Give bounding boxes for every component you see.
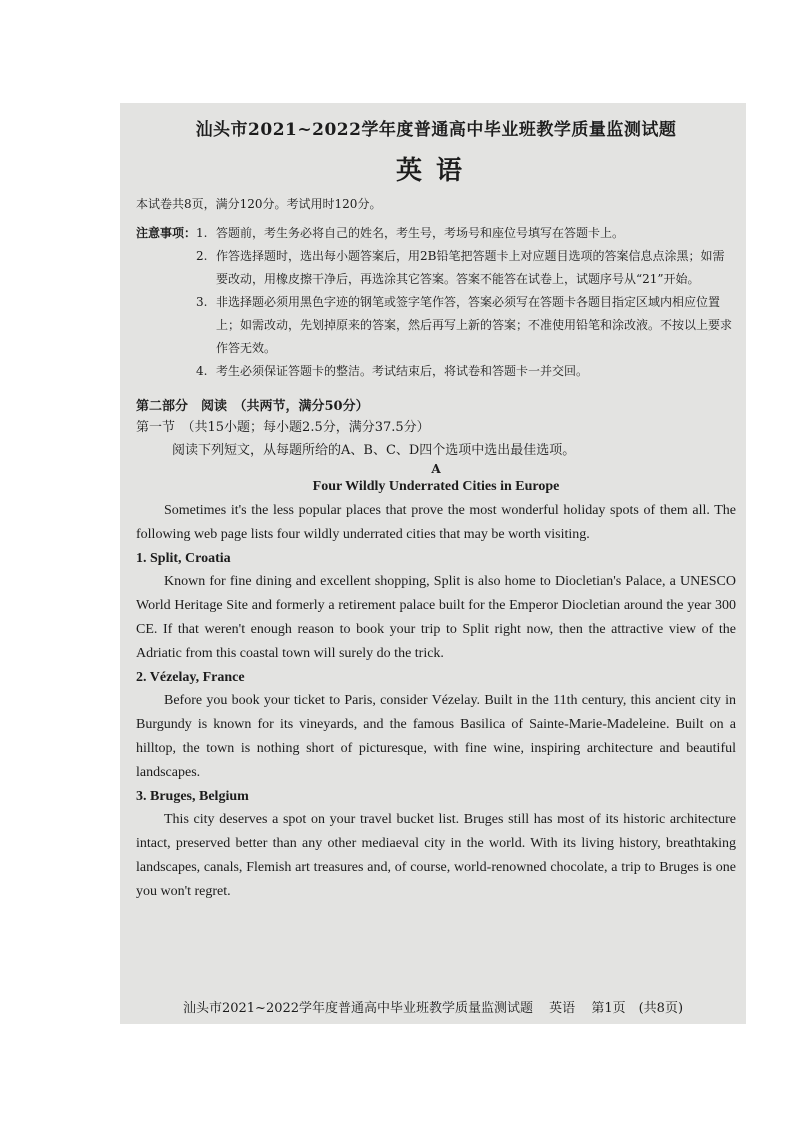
notice-item-text: 考生必须保证答题卡的整洁。考试结束后，将试卷和答题卡一并交回。 [216,364,589,378]
notice-item-text: 答题前，考生务必将自己的姓名，考生号，考场号和座位号填写在答题卡上。 [216,226,625,240]
passage-title: Four Wildly Underrated Cities in Europe [312,479,560,494]
notice-item-number: 2. [196,249,208,263]
page-footer [120,997,746,1016]
reading-instruction: 阅读下列短文，从每题所给的A、B、C、D四个选项中选出最佳选项。 [172,443,576,458]
city-paragraph: This city deserves a spot on your travel bucket list. Bruges still has most of its historic architecture intact, preserved better than any other mediaeval city in the world. With its living history, breathtaking landscapes, canals, Flemish art treasures and, of course, world-renowned chocolate, a trip to Bruges is one you won't regret. [136,812,736,899]
exam-meta: 本试卷共8页，满分120分。考试用时120分。 [136,197,382,211]
passage-intro: Sometimes it's the less popular places that prove the most wonderful holiday spots of them all. The following web page lists four wildly underrated cities that may be worth visiting. [136,503,736,542]
notice-item [196,245,736,291]
city-paragraph: Known for fine dining and excellent shopping, Split is also home to Diocletian's Palace, a UNESCO World Heritage Site and formerly a retirement palace built for the Emperor Diocletian around the year 300 CE. If that weren't enough reason to book your trip to Split right now, then the attractive view of the Adriatic from this coastal town will surely do the trick. [136,574,736,661]
notice-item-number: 4. [196,364,208,378]
notice-item-text: 作答选择题时，选出每小题答案后，用2B铅笔把答题卡上对应题目选项的答案信息点涂黑；如需要改动，用橡皮擦干净后，再选涂其它答案。答案不能答在试卷上，试题序号从“21”开始。 [216,249,725,286]
footer-page-number: 第1页 (共8页) [591,1001,684,1016]
section-heading: 第一节 （共15小题；每小题2.5分，满分37.5分） [136,420,430,435]
notice-item [196,360,736,383]
notice-item-number: 1. [196,226,208,240]
notice-block [136,222,736,383]
notice-label: 注意事项： [136,226,197,240]
part-heading: 第二部分 阅读 （共两节，满分50分） [136,399,369,414]
notice-item [196,222,736,245]
notice-item-text: 非选择题必须用黑色字迹的钢笔或签字笔作答，答案必须写在答题卡各题目指定区域内相应位置上；如需改动，先划掉原来的答案，然后再写上新的答案；不准使用铅笔和涂改液。不按以上要求作答无效。 [216,295,733,355]
passage-letter: A [431,462,441,476]
footer-subject: 英语 [549,1001,576,1016]
notice-item [196,291,736,360]
notice-list [196,222,736,383]
city-heading: 3. Bruges, Belgium [136,789,249,804]
notice-item-number: 3. [196,295,208,309]
subject-title: 英语 [395,156,476,186]
exam-page [120,103,746,1024]
footer-title: 汕头市2021~2022学年度普通高中毕业班教学质量监测试题 [182,1001,534,1016]
city-heading: 2. Vézelay, France [136,670,245,685]
city-heading: 1. Split, Croatia [136,551,231,566]
exam-title: 汕头市2021~2022学年度普通高中毕业班教学质量监测试题 [195,120,677,140]
city-paragraph: Before you book your ticket to Paris, consider Vézelay. Built in the 11th century, this ancient city in Burgundy is known for its vineyards, and the famous Basilica of Sainte-Marie-Madeleine. Built on a hilltop, the town is nothing short of picturesque, with fine wine, inspiring architecture and beautiful landscapes. [136,693,736,780]
